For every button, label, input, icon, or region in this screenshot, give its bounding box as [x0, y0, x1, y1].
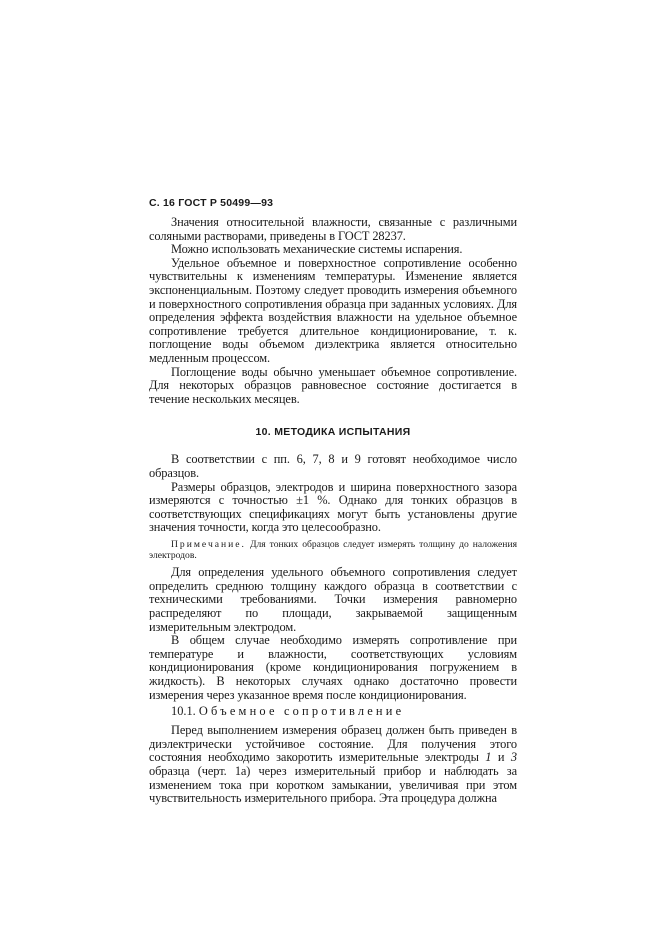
page-header: С. 16 ГОСТ Р 50499—93	[149, 197, 274, 209]
note-text: Для тонких образцов следует измерять толщину до наложения электродов.	[149, 538, 517, 562]
paragraph-dimensions-accuracy: Размеры образцов, электродов и ширина поверхностного зазора измеряются с точностью ±1 %. Однако для тонких образцов в соответствующих спецификациях могут быть установлены другие значения точности, когда это целесообразно.	[149, 479, 517, 535]
paragraph-sample-preparation: В соответствии с пп. 6, 7, 8 и 9 готовят необходимое число образцов.	[149, 452, 517, 480]
electrode-number-3: 3	[510, 750, 517, 765]
note	[149, 539, 517, 561]
paragraph-text-part2: образца (черт. 1а) через измерительный прибор и наблюдать за изменением тока при коротком замыкании, увеличивая при этом чувствительность измерительного прибора. Эта процедура должна	[149, 764, 517, 806]
paragraph-water-absorption: Поглощение воды обычно уменьшает объемное сопротивление. Для некоторых образцов равновесное состояние достигается в течение нескольких месяцев.	[149, 364, 517, 406]
electrode-number-1: 1	[485, 750, 492, 765]
section-heading: 10. МЕТОДИКА ИСПЫТАНИЯ	[255, 426, 411, 439]
paragraph-measurement-conditions: В общем случае необходимо измерять сопротивление при температуре и влажности, соответствующих условиям кондиционирования (кроме кондиционирования погружением в жидкость). В некоторых случаях однако достаточно провести измерения через указанное время после кондиционирования.	[149, 633, 517, 702]
subsection-title: Объемное сопротивление	[198, 704, 405, 719]
paragraph-text-and: и	[491, 750, 511, 765]
paragraph-thickness-measurement: Для определения удельного объемного сопротивления следует определить среднюю толщину каждого образца в соответствии с техническими требованиями. Точки измерения равномерно распределяют по площади, закрываемой защищенным измерительным электродом.	[149, 565, 517, 634]
note-label: Примечание.	[171, 538, 246, 550]
paragraph-volume-resistance	[149, 724, 517, 806]
paragraph-temperature-sensitivity: Удельное объемное и поверхностное сопротивление особенно чувствительны к изменениям температуры. Изменение является экспоненциальным. Поэтому следует проводить измерения объемного и поверхностного сопротивления образца при заданных условиях. Для определения эффекта воздействия влажности на удельное объемное сопротивление требуется длительное кондиционирование, т. к. поглощение воды объемом диэлектрика является относительно медленным процессом.	[149, 255, 517, 365]
document-body	[149, 216, 517, 806]
subsection-heading	[149, 704, 517, 718]
subsection-number: 10.1.	[171, 704, 196, 719]
paragraph-humidity-values: Значения относительной влажности, связанные с различными соляными растворами, приведены в ГОСТ 28237.	[149, 215, 517, 243]
paragraph-text-part1: Перед выполнением измерения образец должен быть приведен в диэлектрически устойчивое состояние. Для получения этого состояния необходимо закоротить измерительные электроды	[149, 723, 517, 765]
paragraph-evaporation-systems: Можно использовать механические системы испарения.	[171, 242, 463, 257]
